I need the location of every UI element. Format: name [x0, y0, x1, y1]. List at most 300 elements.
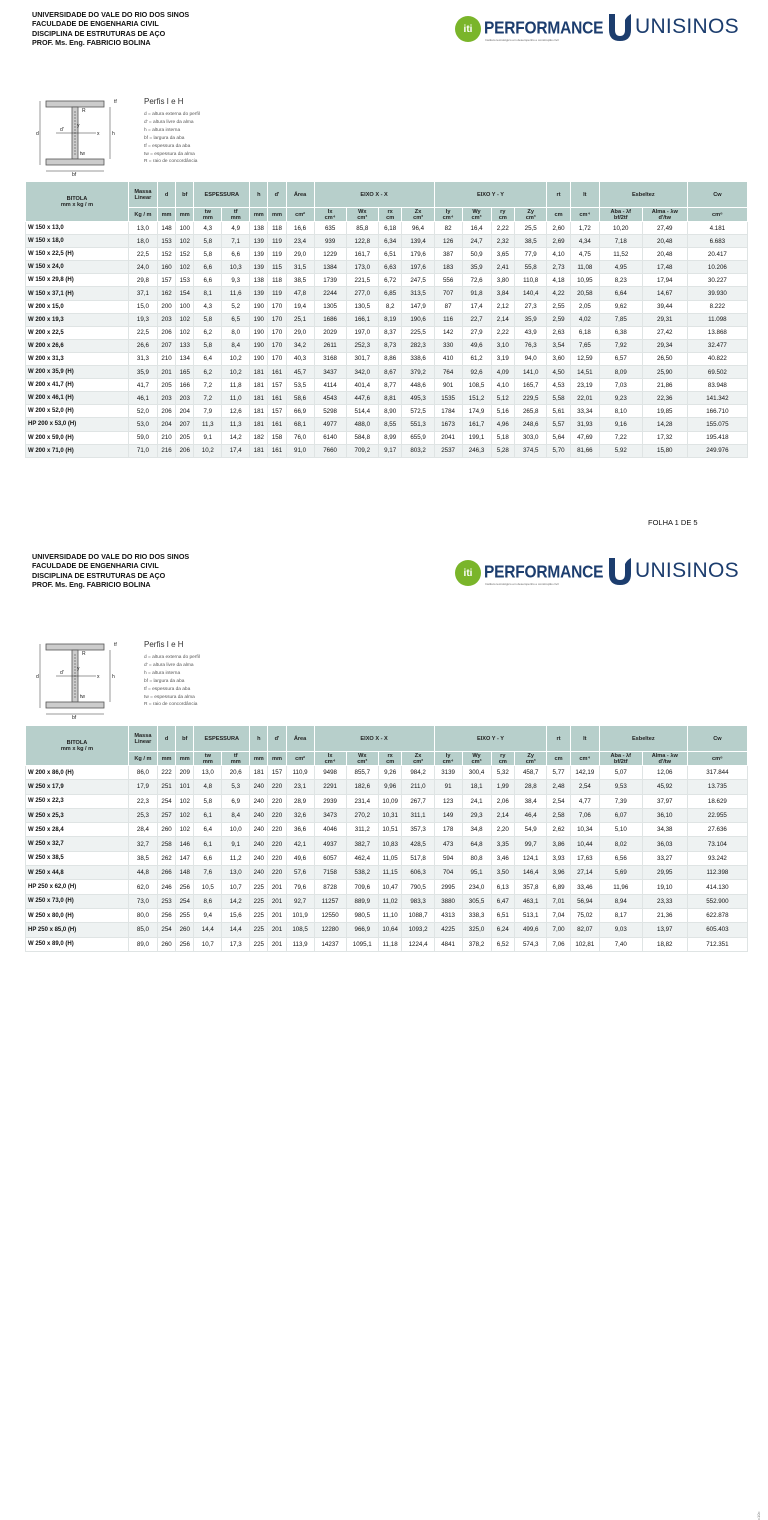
table-cell: 33,46: [570, 880, 599, 894]
bitola-cell: W 250 x 17,9: [26, 780, 129, 794]
table-cell: 6,9: [222, 794, 250, 808]
table-cell: 100: [176, 300, 194, 313]
header-line-professor: PROF. Ms. Eng. FABRICIO BOLINA: [32, 38, 151, 48]
table-cell: 21,86: [642, 379, 687, 392]
table-cell: 38,5: [286, 274, 314, 287]
header-unit: bf/2tf: [613, 758, 628, 765]
table-cell: 203: [176, 392, 194, 405]
header-unit: cm³: [525, 214, 536, 221]
table-cell: 248,6: [515, 418, 547, 431]
table-cell: 11,3: [222, 418, 250, 431]
table-cell: 18.629: [687, 794, 747, 808]
table-cell: 178: [434, 823, 462, 837]
table-cell: 147,9: [402, 300, 434, 313]
table-cell: 254: [176, 894, 194, 908]
table-cell: 205: [176, 431, 194, 444]
table-cell: 10,20: [599, 222, 642, 235]
diagram-label-tf: tf: [114, 99, 117, 105]
table-cell: 401,4: [346, 379, 378, 392]
table-cell: 29,34: [642, 339, 687, 352]
table-cell: 25,3: [128, 808, 157, 822]
table-cell: 5,77: [547, 766, 571, 780]
table-cell: 305,5: [462, 894, 491, 908]
table-cell: 234,0: [462, 880, 491, 894]
table-cell: 9,23: [599, 392, 642, 405]
table-row: [26, 431, 748, 444]
table-cell: 707: [434, 287, 462, 300]
table-cell: 58,6: [286, 392, 314, 405]
header-unit: d'/tw: [658, 214, 671, 221]
table-cell: 2,22: [491, 222, 515, 235]
table-cell: 9,53: [599, 780, 642, 794]
header-line-faculty: FACULDADE DE ENGENHARIA CIVIL: [32, 19, 159, 29]
table-cell: 4225: [434, 923, 462, 937]
table-cell: 4,3: [194, 222, 222, 235]
header-zy: Zy: [527, 208, 534, 215]
bitola-cell: W 150 x 29,8 (H): [26, 274, 129, 287]
table-cell: 3,60: [547, 352, 571, 365]
table-row: [26, 808, 748, 822]
header-alma: Alma - λw: [651, 208, 678, 215]
table-cell: 10,2: [194, 444, 222, 457]
header-tw: tw: [204, 208, 211, 215]
table-cell: 6,63: [378, 261, 402, 274]
table-cell: 201: [268, 923, 286, 937]
table-cell: 270,2: [346, 808, 378, 822]
header-unit-cell: [286, 208, 314, 222]
table-cell: 138: [250, 222, 268, 235]
profile-table-sheet-2: [25, 725, 748, 952]
table-cell: 5,61: [547, 405, 571, 418]
table-cell: 7,92: [599, 339, 642, 352]
legend-item: tw = espessura da alma: [144, 151, 195, 157]
table-cell: 181: [250, 418, 268, 431]
page-counter: FOLHA 1 DE 5: [648, 518, 698, 527]
table-cell: 2995: [434, 880, 462, 894]
table-cell: 2,63: [547, 326, 571, 339]
table-cell: 139: [250, 248, 268, 261]
table-cell: 22,01: [570, 392, 599, 405]
table-cell: 56,94: [570, 894, 599, 908]
header-unit: cm²: [295, 211, 306, 218]
table-cell: 32,7: [128, 837, 157, 851]
table-cell: 35,9: [515, 313, 547, 326]
table-cell: 3,19: [491, 352, 515, 365]
table-cell: 4,53: [547, 379, 571, 392]
bitola-cell: W 200 x 19,3: [26, 313, 129, 326]
table-cell: 6,18: [378, 222, 402, 235]
performance-logo: [455, 16, 603, 42]
table-cell: 75,02: [570, 908, 599, 922]
table-row: [26, 379, 748, 392]
table-cell: 2,14: [491, 313, 515, 326]
table-cell: 240: [250, 794, 268, 808]
table-cell: 12,6: [222, 405, 250, 418]
legend-title: Perfis I e H: [144, 640, 184, 649]
legend-item: R = raio de concordância: [144, 159, 198, 165]
table-cell: 257: [157, 808, 175, 822]
header-aba: Aba - λf: [610, 752, 632, 759]
table-row: [26, 794, 748, 808]
header-espessura: ESPESSURA: [194, 726, 250, 752]
table-cell: 146: [176, 837, 194, 851]
header-line-discipline: DISCIPLINA DE ESTRUTURAS DE AÇO: [32, 570, 166, 580]
table-row: [26, 261, 748, 274]
i-profile-diagram: [36, 97, 126, 178]
table-cell: 8,86: [378, 352, 402, 365]
table-cell: 3,96: [547, 866, 571, 880]
table-cell: 1305: [314, 300, 346, 313]
table-cell: 8728: [314, 880, 346, 894]
header-unit-cell: [570, 208, 599, 222]
table-cell: 4,10: [547, 248, 571, 261]
table-cell: 116: [434, 313, 462, 326]
table-cell: 2,60: [547, 222, 571, 235]
table-cell: 153: [176, 274, 194, 287]
table-cell: 14237: [314, 937, 346, 951]
table-cell: 73.104: [687, 837, 747, 851]
header-bf: bf: [176, 182, 194, 208]
table-cell: 240: [250, 837, 268, 851]
table-cell: 50,9: [462, 248, 491, 261]
table-cell: 7,04: [547, 908, 571, 922]
table-cell: 3,10: [491, 339, 515, 352]
legend-item: bf = largura da aba: [144, 135, 185, 141]
table-cell: 5,8: [194, 339, 222, 352]
table-cell: 29,31: [642, 313, 687, 326]
table-cell: 112.398: [687, 866, 747, 880]
table-cell: 35,9: [462, 261, 491, 274]
table-cell: 80,8: [462, 851, 491, 865]
table-cell: 704: [434, 866, 462, 880]
table-cell: 49,6: [286, 851, 314, 865]
table-cell: 27,49: [642, 222, 687, 235]
table-cell: 240: [250, 866, 268, 880]
table-cell: 6.683: [687, 235, 747, 248]
table-cell: 4,02: [570, 313, 599, 326]
table-cell: 40,3: [286, 352, 314, 365]
performance-wordmark: PERFORMANCE: [484, 562, 604, 583]
header-unit: mm: [272, 211, 282, 218]
table-cell: 93.242: [687, 851, 747, 865]
table-cell: 170: [268, 339, 286, 352]
table-cell: 52,0: [128, 405, 157, 418]
table-cell: 138: [250, 274, 268, 287]
table-cell: 357,3: [402, 823, 434, 837]
table-row: [26, 908, 748, 922]
table-cell: 142,19: [570, 766, 599, 780]
table-cell: 1229: [314, 248, 346, 261]
table-cell: 165,7: [515, 379, 547, 392]
table-cell: 9,1: [222, 837, 250, 851]
table-cell: 229,5: [515, 392, 547, 405]
header-unit-cell: [250, 752, 268, 766]
table-cell: 123: [434, 794, 462, 808]
table-cell: 190: [250, 339, 268, 352]
table-cell: 11,96: [599, 880, 642, 894]
header-unit-cell: [176, 752, 194, 766]
table-cell: 31,93: [570, 418, 599, 431]
table-cell: 260: [176, 923, 194, 937]
table-cell: 513,1: [515, 908, 547, 922]
table-cell: 1,99: [491, 780, 515, 794]
table-cell: 8,09: [599, 366, 642, 379]
table-cell: 4.181: [687, 222, 747, 235]
table-cell: 13.735: [687, 780, 747, 794]
table-cell: 108,5: [462, 379, 491, 392]
table-cell: 6,5: [222, 313, 250, 326]
table-cell: 183: [434, 261, 462, 274]
table-cell: 206: [157, 405, 175, 418]
table-cell: 709,6: [346, 880, 378, 894]
diagram-label-bf: bf: [72, 715, 77, 721]
table-cell: 4,96: [491, 418, 515, 431]
header-unit: cm⁶: [712, 211, 723, 218]
table-cell: 85,8: [346, 222, 378, 235]
table-cell: 1739: [314, 274, 346, 287]
table-cell: 3880: [434, 894, 462, 908]
header-unit-cell: [491, 208, 515, 222]
table-cell: 260: [157, 937, 175, 951]
table-cell: 7,2: [194, 392, 222, 405]
table-cell: 142: [434, 326, 462, 339]
header-wy: Wy: [472, 752, 481, 759]
table-cell: 12550: [314, 908, 346, 922]
diagram-label-dprime: d': [60, 670, 64, 676]
table-cell: 311,2: [346, 823, 378, 837]
header-unit-cell: [402, 752, 434, 766]
table-cell: 33,34: [570, 405, 599, 418]
table-cell: 102: [176, 313, 194, 326]
table-cell: 216: [157, 444, 175, 457]
table-cell: 11,15: [378, 866, 402, 880]
table-cell: 8,4: [222, 339, 250, 352]
table-row: [26, 780, 748, 794]
table-cell: 330: [434, 339, 462, 352]
table-cell: 584,8: [346, 431, 378, 444]
diagram-label-dprime: d': [60, 127, 64, 133]
table-cell: 13,0: [128, 222, 157, 235]
table-cell: 27,14: [570, 866, 599, 880]
table-cell: 8,4: [222, 808, 250, 822]
table-cell: 113,9: [286, 937, 314, 951]
table-cell: 2,54: [570, 780, 599, 794]
table-cell: 13.868: [687, 326, 747, 339]
table-cell: 428,5: [402, 837, 434, 851]
table-cell: 12,06: [642, 766, 687, 780]
header-tw: tw: [204, 752, 211, 759]
table-cell: 10,44: [570, 837, 599, 851]
diagram-label-x: x: [97, 131, 100, 137]
header-unit-cell: [346, 752, 378, 766]
table-cell: 303,0: [515, 431, 547, 444]
table-cell: 161: [268, 366, 286, 379]
table-cell: 2,32: [491, 235, 515, 248]
diagram-label-tw: tw: [80, 151, 85, 157]
table-cell: 220: [268, 823, 286, 837]
table-cell: 6,57: [599, 352, 642, 365]
table-cell: 267,7: [402, 794, 434, 808]
table-cell: 91: [434, 780, 462, 794]
table-cell: 3437: [314, 366, 346, 379]
table-cell: 35,9: [128, 366, 157, 379]
table-cell: 14,2: [222, 894, 250, 908]
table-cell: 5,57: [547, 418, 571, 431]
table-cell: 5,64: [547, 431, 571, 444]
header-unit: cm⁴: [324, 758, 336, 765]
legend-item: d = altura externa do perfil: [144, 655, 200, 660]
header-espessura: ESPESSURA: [194, 182, 250, 208]
table-cell: 206: [157, 326, 175, 339]
table-cell: 8,67: [378, 366, 402, 379]
table-cell: 19,10: [642, 880, 687, 894]
table-cell: 153: [157, 235, 175, 248]
table-row: [26, 937, 748, 951]
table-cell: 22.955: [687, 808, 747, 822]
table-cell: 154: [176, 287, 194, 300]
table-cell: 119: [268, 235, 286, 248]
legend-item: bf = largura da aba: [144, 678, 185, 684]
table-cell: 205: [157, 379, 175, 392]
table-cell: 1384: [314, 261, 346, 274]
table-cell: 7,39: [599, 794, 642, 808]
table-cell: 9498: [314, 766, 346, 780]
table-cell: 254: [157, 794, 175, 808]
table-row: [26, 823, 748, 837]
table-cell: 4,77: [570, 794, 599, 808]
table-cell: 240: [250, 823, 268, 837]
table-cell: 10,7: [222, 880, 250, 894]
header-unit-cell: [434, 752, 462, 766]
table-cell: 36,03: [642, 837, 687, 851]
header-unit: mm: [253, 755, 264, 762]
table-cell: 207: [157, 339, 175, 352]
table-cell: 282,3: [402, 339, 434, 352]
table-cell: 92,7: [286, 894, 314, 908]
table-cell: 42,1: [286, 837, 314, 851]
table-row: [26, 880, 748, 894]
table-cell: 10,2: [222, 352, 250, 365]
table-cell: 190,6: [402, 313, 434, 326]
header-unit-cell: [157, 752, 175, 766]
institution-header: [32, 552, 189, 590]
table-cell: 6,6: [194, 261, 222, 274]
table-cell: 220: [268, 866, 286, 880]
header-alma: Alma - λw: [651, 752, 678, 759]
table-cell: 34,38: [642, 823, 687, 837]
table-row: [26, 405, 748, 418]
header-unit-cell: [547, 752, 571, 766]
table-cell: 102: [176, 808, 194, 822]
bitola-cell: W 200 x 22,5: [26, 326, 129, 339]
table-cell: 594: [434, 851, 462, 865]
bitola-cell: W 250 x 32,7: [26, 837, 129, 851]
table-cell: 89,0: [128, 937, 157, 951]
header-unit-cell: [599, 752, 642, 766]
table-cell: 222: [157, 766, 175, 780]
bitola-cell: W 200 x 46,1 (H): [26, 392, 129, 405]
bitola-cell: W 250 x 25,3: [26, 808, 129, 822]
table-cell: 43,9: [515, 326, 547, 339]
table-cell: 10,64: [378, 923, 402, 937]
performance-mark-icon: iti: [455, 16, 481, 42]
table-cell: 2,58: [547, 808, 571, 822]
header-line-university: UNIVERSIDADE DO VALE DO RIO DOS SINOS: [32, 552, 190, 561]
table-row: [26, 894, 748, 908]
table-cell: 266: [157, 866, 175, 880]
table-cell: 53,0: [128, 418, 157, 431]
table-row: [26, 248, 748, 261]
table-cell: 170: [268, 326, 286, 339]
table-cell: 231,4: [346, 794, 378, 808]
table-cell: 6,1: [194, 808, 222, 822]
table-cell: 357,8: [515, 880, 547, 894]
table-cell: 517,8: [402, 851, 434, 865]
diagram-label-y: y: [77, 666, 80, 672]
table-cell: 17,4: [222, 444, 250, 457]
table-cell: 414.130: [687, 880, 747, 894]
table-cell: 240: [250, 808, 268, 822]
table-cell: 81,66: [570, 444, 599, 457]
table-cell: 1535: [434, 392, 462, 405]
bitola-cell: HP 200 x 53,0 (H): [26, 418, 129, 431]
header-bitola-unit: mm x kg / m: [60, 201, 94, 208]
table-cell: 8,1: [194, 287, 222, 300]
table-cell: 8,2: [378, 300, 402, 313]
header-unit-cell: [515, 208, 547, 222]
table-cell: 206: [176, 444, 194, 457]
header-unit-cell: [491, 752, 515, 766]
header-wy: Wy: [472, 208, 481, 215]
table-cell: 9,62: [599, 300, 642, 313]
table-cell: 141.342: [687, 392, 747, 405]
table-cell: 46,1: [128, 392, 157, 405]
table-cell: 13,97: [642, 923, 687, 937]
table-cell: 1686: [314, 313, 346, 326]
header-zx: Zx: [414, 208, 422, 215]
table-cell: 220: [268, 837, 286, 851]
bitola-cell: W 150 x 22,5 (H): [26, 248, 129, 261]
table-cell: 92,6: [462, 366, 491, 379]
table-cell: 10,51: [378, 823, 402, 837]
table-cell: 10,83: [378, 837, 402, 851]
table-cell: 26,6: [128, 339, 157, 352]
table-cell: 204: [157, 418, 175, 431]
unisinos-wordmark: UNISINOS: [635, 559, 739, 582]
table-cell: 66,9: [286, 405, 314, 418]
table-cell: 240: [250, 851, 268, 865]
table-cell: 387: [434, 248, 462, 261]
performance-mark-icon: iti: [455, 560, 481, 586]
table-cell: 139: [250, 287, 268, 300]
table-cell: 110,8: [515, 274, 547, 287]
table-cell: 11,05: [378, 851, 402, 865]
table-cell: 24,1: [462, 794, 491, 808]
table-cell: 1088,7: [402, 908, 434, 922]
table-cell: 152: [176, 248, 194, 261]
table-cell: 966,9: [346, 923, 378, 937]
table-cell: 5,92: [599, 444, 642, 457]
bitola-cell: W 200 x 35,9 (H): [26, 366, 129, 379]
legend-item: d' = altura livre da alma: [144, 119, 194, 125]
table-cell: 551,3: [402, 418, 434, 431]
table-cell: 2291: [314, 780, 346, 794]
table-cell: 3168: [314, 352, 346, 365]
header-unit: cm: [554, 211, 563, 218]
table-cell: 10,0: [222, 823, 250, 837]
table-row: [26, 313, 748, 326]
table-cell: 179,6: [402, 248, 434, 261]
